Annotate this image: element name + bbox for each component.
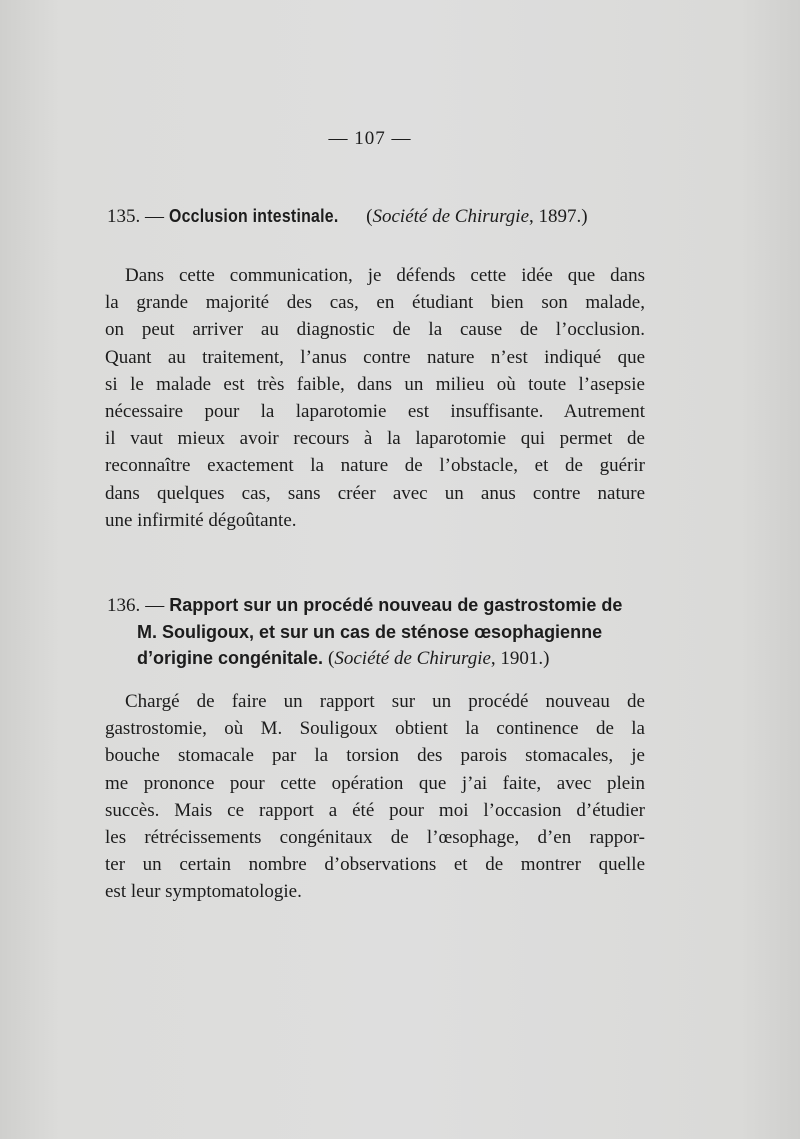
entry-source xyxy=(366,206,587,227)
entry-number: 136. xyxy=(107,595,141,616)
body-line: une infirmité dégoûtante. xyxy=(105,509,297,531)
body-line: me prononce pour cette opération que j’ai faite, avec plein xyxy=(105,772,645,794)
source-society: Société de Chirurgie xyxy=(372,206,530,227)
entry-dash: — xyxy=(145,206,164,227)
entry-title-line xyxy=(107,645,647,672)
entry-135-body xyxy=(105,262,645,534)
body-line: Chargé de faire un rapport sur un procédé nouveau de xyxy=(125,691,645,712)
source-year: , 1897.) xyxy=(529,206,588,227)
body-line: les rétrécissements congénitaux de l’œsophage, d’en rappor- xyxy=(105,827,645,849)
body-line: on peut arriver au diagnostic de la cause de l’occlusion. xyxy=(105,319,645,341)
entry-title-part: d’origine congénitale. xyxy=(137,648,324,668)
body-line: il vaut mieux avoir recours à la laparotomie qui permet de xyxy=(105,428,645,450)
entry-title: Occlusion intestinale. xyxy=(168,206,339,226)
source-year: , 1901.) xyxy=(490,648,550,669)
entry-136-heading xyxy=(107,592,647,672)
body-line: ter un certain nombre d’observations et de montrer quelle xyxy=(105,854,645,876)
body-line: nécessaire pour la laparotomie est insuffisante. Autrement xyxy=(105,401,645,423)
body-line: succès. Mais ce rapport a été pour moi l’occasion d’étudier xyxy=(105,799,645,821)
source-open: ( xyxy=(366,206,373,227)
source-society: Société de Chirurgie xyxy=(334,648,491,669)
entry-title-part: Rapport sur un procédé nouveau de gastrostomie de xyxy=(169,595,623,615)
body-line: la grande majorité des cas, en étudiant bien son malade, xyxy=(105,292,645,314)
body-line: gastrostomie, où M. Souligoux obtient la continence de la xyxy=(105,718,645,740)
entry-136-body xyxy=(105,688,645,906)
entry-title-line xyxy=(107,592,647,619)
body-line: bouche stomacale par la torsion des parois stomacales, je xyxy=(105,745,645,767)
entry-dash: — xyxy=(145,595,165,616)
body-line: reconnaître exactement la nature de l’obstacle, et de guérir xyxy=(105,455,645,477)
body-line: Quant au traitement, l’anus contre nature n’est indiqué que xyxy=(105,346,645,368)
entry-number: 135. xyxy=(107,206,141,227)
body-line: est leur symptomatologie. xyxy=(105,881,302,903)
body-line: Dans cette communication, je défends cette idée que dans xyxy=(125,265,645,286)
page-number: — 107 — xyxy=(328,128,412,149)
source-open: ( xyxy=(328,648,335,669)
entry-135-heading xyxy=(107,204,647,229)
body-line: si le malade est très faible, dans un milieu où toute l’asepsie xyxy=(105,373,645,395)
entry-title-line: M. Souligoux, et sur un cas de sténose œsophagienne xyxy=(137,622,603,642)
body-line: dans quelques cas, sans créer avec un anus contre nature xyxy=(105,482,645,504)
entry-source xyxy=(328,648,549,669)
